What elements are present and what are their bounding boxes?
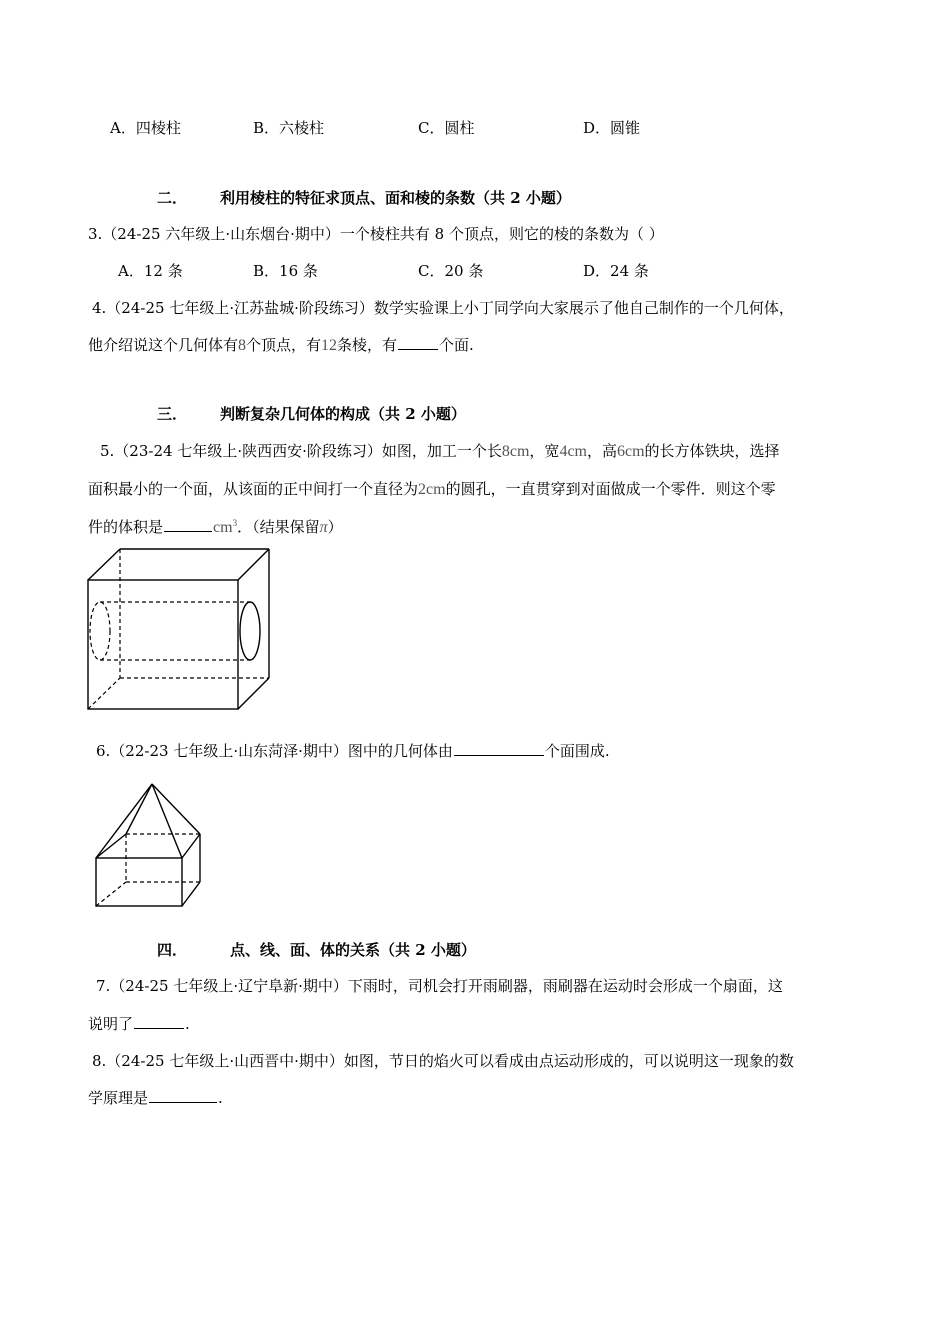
q5-line2-a: 面积最小的一个面，从该面的正中间打一个直径为	[88, 480, 419, 498]
q4-vertices: 8	[238, 337, 247, 354]
q8-line1: 8.（24-25 七年级上·山西晋中·期中）如图，节日的焰火可以看成由点运动形成的，可以说明这一现象的数	[92, 1052, 794, 1070]
pyramid-edge-4	[126, 784, 152, 834]
q5-line2	[88, 478, 776, 499]
q2-option-d: D．圆锥	[583, 119, 641, 137]
q5-line3	[88, 516, 343, 537]
section3-number: 三．	[157, 405, 188, 423]
section4-number: 四．	[157, 941, 188, 959]
q5-diameter: 2cm	[418, 481, 446, 498]
q3-option-b: B．16 条	[253, 262, 318, 280]
cuboid-edge-bottom-right	[238, 678, 269, 709]
q3-option-c: C．20 条	[418, 262, 484, 280]
q6-text-a: 6.（22-23 七年级上·山东菏泽·期中）图中的几何体由	[96, 742, 453, 760]
q5-cuboid-figure	[84, 545, 274, 715]
q5-length: 8cm	[501, 443, 530, 460]
q3-option-a: A．12 条	[118, 262, 183, 280]
hidden-bottom-left-edge	[96, 882, 126, 906]
q4-answer-blank[interactable]	[398, 348, 438, 350]
q6-text-b: 个面围成.	[544, 742, 610, 760]
q5-line1-d: 的长方体铁块，选择	[644, 442, 780, 460]
hole-left-ellipse	[90, 602, 110, 660]
q5-unit-exponent: 3	[232, 518, 238, 528]
q5-line3-b: ．（结果保留	[237, 518, 320, 536]
q5-unit: cm	[213, 519, 233, 536]
pyramid-edge-1	[96, 784, 152, 858]
hole-right-ellipse	[240, 602, 260, 660]
q4-line2	[88, 334, 474, 355]
q5-line1	[100, 440, 780, 461]
q7-line1: 7.（24-25 七年级上·辽宁阜新·期中）下雨时，司机会打开雨刷器，雨刷器在运动时会形成一个扇面，这	[96, 977, 783, 995]
q4-line2-d: 个面.	[439, 336, 474, 354]
section2-number: 二．	[157, 189, 188, 207]
q4-line2-b: 个顶点，有	[246, 336, 322, 354]
q6-answer-blank[interactable]	[454, 754, 544, 756]
q8-line2	[88, 1087, 223, 1108]
q6-pyramid-cuboid-figure	[92, 780, 207, 910]
q5-height: 6cm	[617, 443, 645, 460]
q5-pi: π	[319, 519, 328, 536]
q5-line2-b: 的圆孔，一直贯穿到对面做成一个零件．则这个零	[445, 480, 776, 498]
q5-width: 4cm	[559, 443, 587, 460]
section4-title: 点、线、面、体的关系（共 2 小题）	[230, 941, 476, 959]
q4-line2-c: 条棱，有	[337, 336, 398, 354]
hidden-edge-bottom-left	[88, 678, 120, 709]
cuboid-front-face	[88, 580, 238, 709]
section3-title: 判断复杂几何体的构成（共 2 小题）	[220, 405, 466, 423]
q5-line1-b: ，宽	[529, 442, 560, 460]
q5-line1-a: 5.（23-24 七年级上·陕西西安·阶段练习）如图，加工一个长	[100, 442, 502, 460]
q7-line2	[88, 1013, 190, 1034]
q7-line2-b: .	[185, 1015, 190, 1033]
q8-line2-b: .	[218, 1089, 223, 1107]
q4-line1: 4.（24-25 七年级上·江苏盐城·阶段练习）数学实验课上小丁同学向大家展示了他自己制作的一个几何体，	[92, 299, 794, 317]
q2-option-b: B．六棱柱	[253, 119, 325, 137]
q5-answer-blank[interactable]	[164, 530, 212, 532]
q3-option-d: D．24 条	[583, 262, 649, 280]
q5-line1-c: ，高	[586, 442, 617, 460]
cuboid-edge-top-right	[238, 549, 269, 580]
q8-answer-blank[interactable]	[149, 1101, 217, 1103]
q3-text: 3.（24-25 六年级上·山东烟台·期中）一个棱柱共有 8 个顶点，则它的棱的条数为（ ）	[88, 225, 664, 243]
q6-text	[96, 740, 610, 761]
q2-option-c: C．圆柱	[418, 119, 475, 137]
q5-line3-c: ）	[327, 518, 343, 536]
top-edge-right	[182, 834, 200, 858]
q4-line2-a: 他介绍说这个几何体有	[88, 336, 239, 354]
cuboid-edge-top-left	[88, 549, 120, 580]
pyramid-edge-2	[152, 784, 182, 858]
section2-title: 利用棱柱的特征求顶点、面和棱的条数（共 2 小题）	[220, 189, 571, 207]
q7-line2-a: 说明了	[88, 1015, 134, 1033]
q7-answer-blank[interactable]	[134, 1027, 184, 1029]
q5-line3-a: 件的体积是	[88, 518, 164, 536]
q2-option-a: A．四棱柱	[110, 119, 181, 137]
q8-line2-a: 学原理是	[88, 1089, 149, 1107]
q4-edges: 12	[321, 337, 338, 354]
bottom-right-edge	[182, 882, 200, 906]
pyramid-edge-3	[152, 784, 200, 834]
